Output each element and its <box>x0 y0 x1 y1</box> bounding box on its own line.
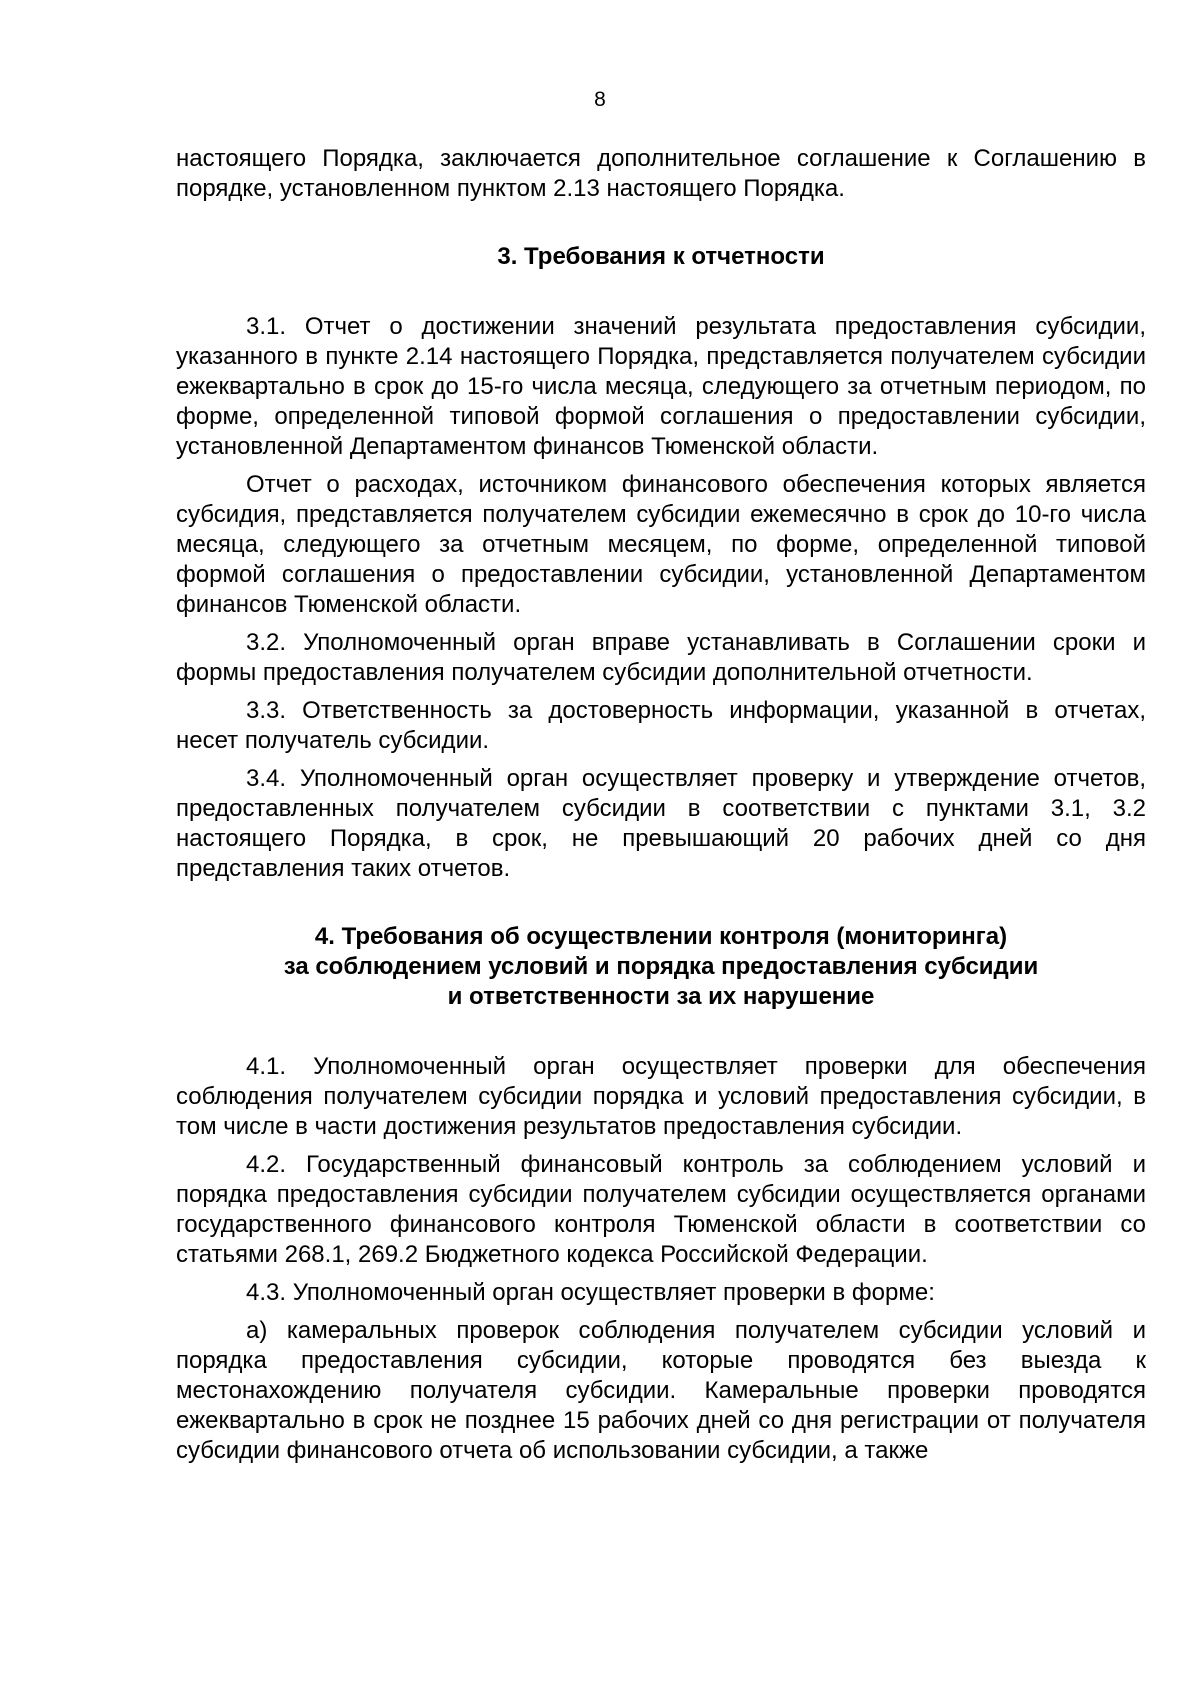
paragraph-3-2: 3.2. Уполномоченный орган вправе устанавливать в Соглашении сроки и формы предоставления получателем субсидии дополнительной отчетности. <box>176 629 1146 686</box>
section-4-heading-line: за соблюдением условий и порядка предоставления субсидии <box>283 953 1039 980</box>
section-3-heading: 3. Требования к отчетности <box>497 243 825 270</box>
continuation-paragraph: настоящего Порядка, заключается дополнительное соглашение к Соглашению в порядке, установленном пунктом 2.13 настоящего Порядка. <box>176 145 1146 202</box>
document-body <box>176 144 1146 1466</box>
paragraph-3-4: 3.4. Уполномоченный орган осуществляет проверку и утверждение отчетов, предоставленных получателем субсидии в соответствии с пунктами 3.1, 3.2 настоящего Порядка, в срок, не превышающий 20 рабочих дней со дня представления таких отчетов. <box>176 765 1146 882</box>
page-number: 8 <box>594 88 606 111</box>
paragraph-4-1: 4.1. Уполномоченный орган осуществляет проверки для обеспечения соблюдения получателем субсидии порядка и условий предоставления субсидии, в том числе в части достижения результатов предоставления субсидии. <box>176 1053 1146 1140</box>
paragraph-3-1-expenses: Отчет о расходах, источником финансового обеспечения которых является субсидия, представляется получателем субсидии ежемесячно в срок до 10-го числа месяца, следующего за отчетным месяцем, по форме, определенной типовой формой соглашения о предоставлении субсидии, установленной Департаментом финансов Тюменской области. <box>176 471 1146 618</box>
paragraph-4-3: 4.3. Уполномоченный орган осуществляет проверки в форме: <box>246 1279 935 1306</box>
paragraph-4-2: 4.2. Государственный финансовый контроль за соблюдением условий и порядка предоставления субсидии получателем субсидии осуществляется органами государственного финансового контроля Тюменской области в соответствии со статьями 268.1, 269.2 Бюджетного кодекса Российской Федерации. <box>176 1151 1146 1268</box>
paragraph-4-3-a: а) камеральных проверок соблюдения получателем субсидии условий и порядка предоставления субсидии, которые проводятся без выезда к местонахождению получателя субсидии. Камеральные проверки проводятся ежеквартально в срок не позднее 15 рабочих дней со дня регистрации от получателя субсидии финансового отчета об использовании субсидии, а также <box>176 1317 1146 1464</box>
paragraph-3-1: 3.1. Отчет о достижении значений результата предоставления субсидии, указанного в пункте 2.14 настоящего Порядка, представляется получателем субсидии ежеквартально в срок до 15-го числа месяца, следующего за отчетным периодом, по форме, определенной типовой формой соглашения о предоставлении субсидии, установленной Департаментом финансов Тюменской области. <box>176 313 1146 460</box>
section-4-heading-line: и ответственности за их нарушение <box>447 983 875 1010</box>
paragraph-3-3: 3.3. Ответственность за достоверность информации, указанной в отчетах, несет получатель субсидии. <box>176 697 1146 754</box>
section-4-heading <box>176 922 1146 1012</box>
section-4-heading-line: 4. Требования об осуществлении контроля (мониторинга) <box>314 923 1008 950</box>
